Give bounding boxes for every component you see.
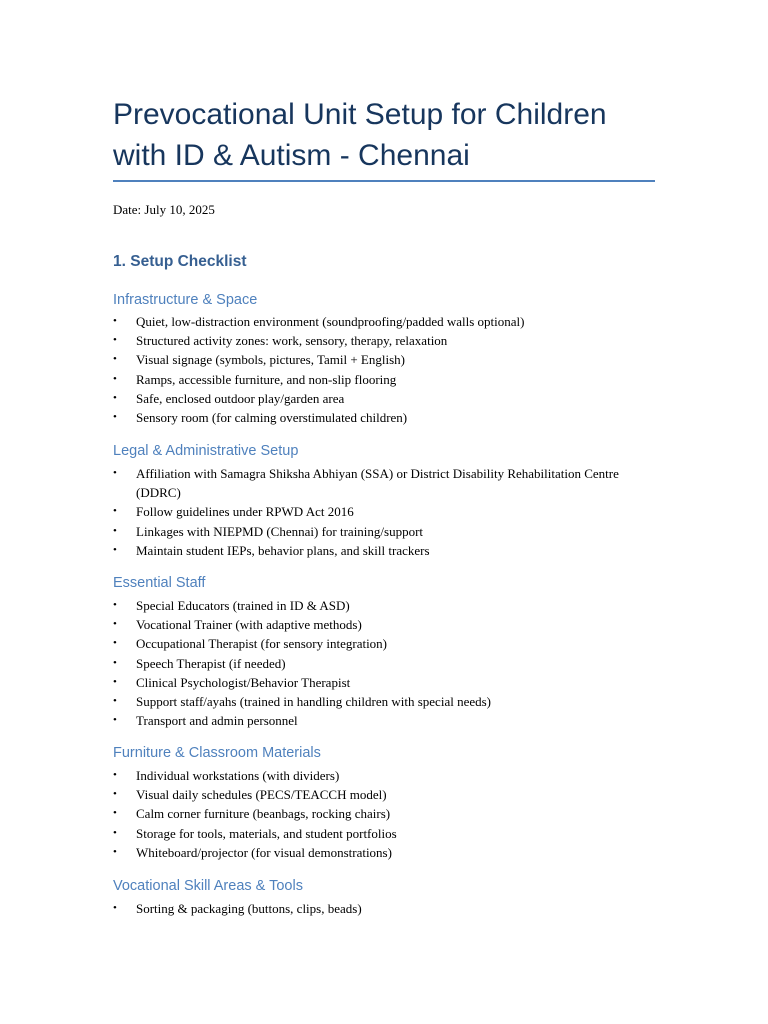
list-item-text: Affiliation with Samagra Shiksha Abhiyan (SSA) or District Disability Rehabilitation Centre (DDRC)	[136, 466, 619, 501]
list-item	[113, 824, 658, 843]
bullet-icon: •	[113, 599, 117, 611]
list-vocational-skills	[113, 899, 658, 918]
list-item-text: Speech Therapist (if needed)	[136, 655, 286, 671]
list-item-text: Structured activity zones: work, sensory, therapy, relaxation	[136, 333, 448, 349]
bullet-icon: •	[113, 467, 117, 479]
bullet-icon: •	[113, 391, 117, 404]
list-infrastructure	[113, 312, 658, 427]
list-item	[113, 541, 658, 560]
list-item-text: Safe, enclosed outdoor play/garden area	[136, 390, 345, 406]
bullet-icon: •	[113, 714, 117, 727]
bullet-icon: •	[113, 618, 117, 631]
list-item	[113, 389, 658, 408]
list-item	[113, 596, 658, 615]
bullet-icon: •	[113, 505, 117, 518]
list-item-text: Individual workstations (with dividers)	[136, 768, 340, 783]
document-title-line-1: Prevocational Unit Setup for Children	[113, 98, 607, 131]
list-item-text: Transport and admin personnel	[136, 713, 298, 729]
bullet-icon: •	[113, 807, 117, 820]
document-date: Date: July 10, 2025	[113, 202, 215, 217]
list-item-text: Support staff/ayahs (trained in handling children with special needs)	[136, 694, 491, 710]
subheading-vocational-skills: Vocational Skill Areas & Tools	[113, 878, 303, 894]
bullet-icon: •	[113, 695, 117, 708]
bullet-icon: •	[113, 637, 117, 650]
list-item	[113, 899, 658, 918]
list-item-text: Visual daily schedules (PECS/TEACCH model)	[136, 787, 387, 803]
list-item-text: Linkages with NIEPMD (Chennai) for training/support	[136, 523, 424, 539]
document-title-line-2: with ID & Autism - Chennai	[113, 139, 470, 172]
list-item-text: Storage for tools, materials, and student portfolios	[136, 825, 397, 841]
list-item	[113, 331, 658, 350]
bullet-icon: •	[113, 372, 117, 385]
subheading-essential-staff: Essential Staff	[113, 575, 206, 591]
list-item	[113, 673, 658, 692]
title-underline-rule	[113, 180, 655, 182]
list-item-text: Ramps, accessible furniture, and non-slip flooring	[136, 371, 397, 387]
list-item-text: Whiteboard/projector (for visual demonstrations)	[136, 844, 392, 860]
list-item	[113, 502, 658, 521]
list-item-text: Quiet, low-distraction environment (soundproofing/padded walls optional)	[136, 314, 525, 329]
list-item-text: Maintain student IEPs, behavior plans, and skill trackers	[136, 542, 430, 558]
subheading-legal-administrative: Legal & Administrative Setup	[113, 443, 299, 459]
bullet-icon: •	[113, 524, 117, 537]
bullet-icon: •	[113, 353, 117, 366]
bullet-icon: •	[113, 788, 117, 801]
list-item	[113, 615, 658, 634]
list-item	[113, 843, 658, 862]
list-legal-administrative	[113, 464, 658, 560]
document-title	[113, 94, 658, 176]
list-item	[113, 312, 658, 331]
bullet-icon: •	[113, 315, 117, 327]
list-item	[113, 408, 658, 427]
bullet-icon: •	[113, 411, 117, 424]
list-item	[113, 785, 658, 804]
list-item	[113, 766, 658, 785]
list-item-text: Sensory room (for calming overstimulated children)	[136, 410, 408, 426]
list-item	[113, 464, 658, 502]
list-item-text: Follow guidelines under RPWD Act 2016	[136, 504, 354, 520]
bullet-icon: •	[113, 656, 117, 669]
list-item	[113, 692, 658, 711]
list-item	[113, 370, 658, 389]
bullet-icon: •	[113, 826, 117, 839]
list-item-text: Vocational Trainer (with adaptive methods)	[136, 617, 362, 633]
list-item	[113, 804, 658, 823]
subheading-infrastructure: Infrastructure & Space	[113, 292, 258, 308]
subheading-furniture-materials: Furniture & Classroom Materials	[113, 745, 321, 761]
list-item-text: Visual signage (symbols, pictures, Tamil + English)	[136, 352, 405, 368]
bullet-icon: •	[113, 334, 117, 347]
list-essential-staff	[113, 596, 658, 730]
bullet-icon: •	[113, 902, 117, 914]
bullet-icon: •	[113, 845, 117, 858]
list-item-text: Special Educators (trained in ID & ASD)	[136, 598, 350, 613]
bullet-icon: •	[113, 769, 117, 781]
list-item	[113, 522, 658, 541]
list-item	[113, 634, 658, 653]
list-furniture-materials	[113, 766, 658, 862]
section-heading-setup-checklist: 1. Setup Checklist	[113, 253, 247, 270]
document-page	[113, 0, 658, 1024]
bullet-icon: •	[113, 543, 117, 556]
list-item	[113, 654, 658, 673]
list-item	[113, 711, 658, 730]
list-item-text: Clinical Psychologist/Behavior Therapist	[136, 674, 351, 690]
list-item-text: Occupational Therapist (for sensory integration)	[136, 636, 388, 652]
bullet-icon: •	[113, 675, 117, 688]
list-item	[113, 350, 658, 369]
list-item-text: Sorting & packaging (buttons, clips, beads)	[136, 901, 362, 916]
list-item-text: Calm corner furniture (beanbags, rocking chairs)	[136, 806, 391, 822]
